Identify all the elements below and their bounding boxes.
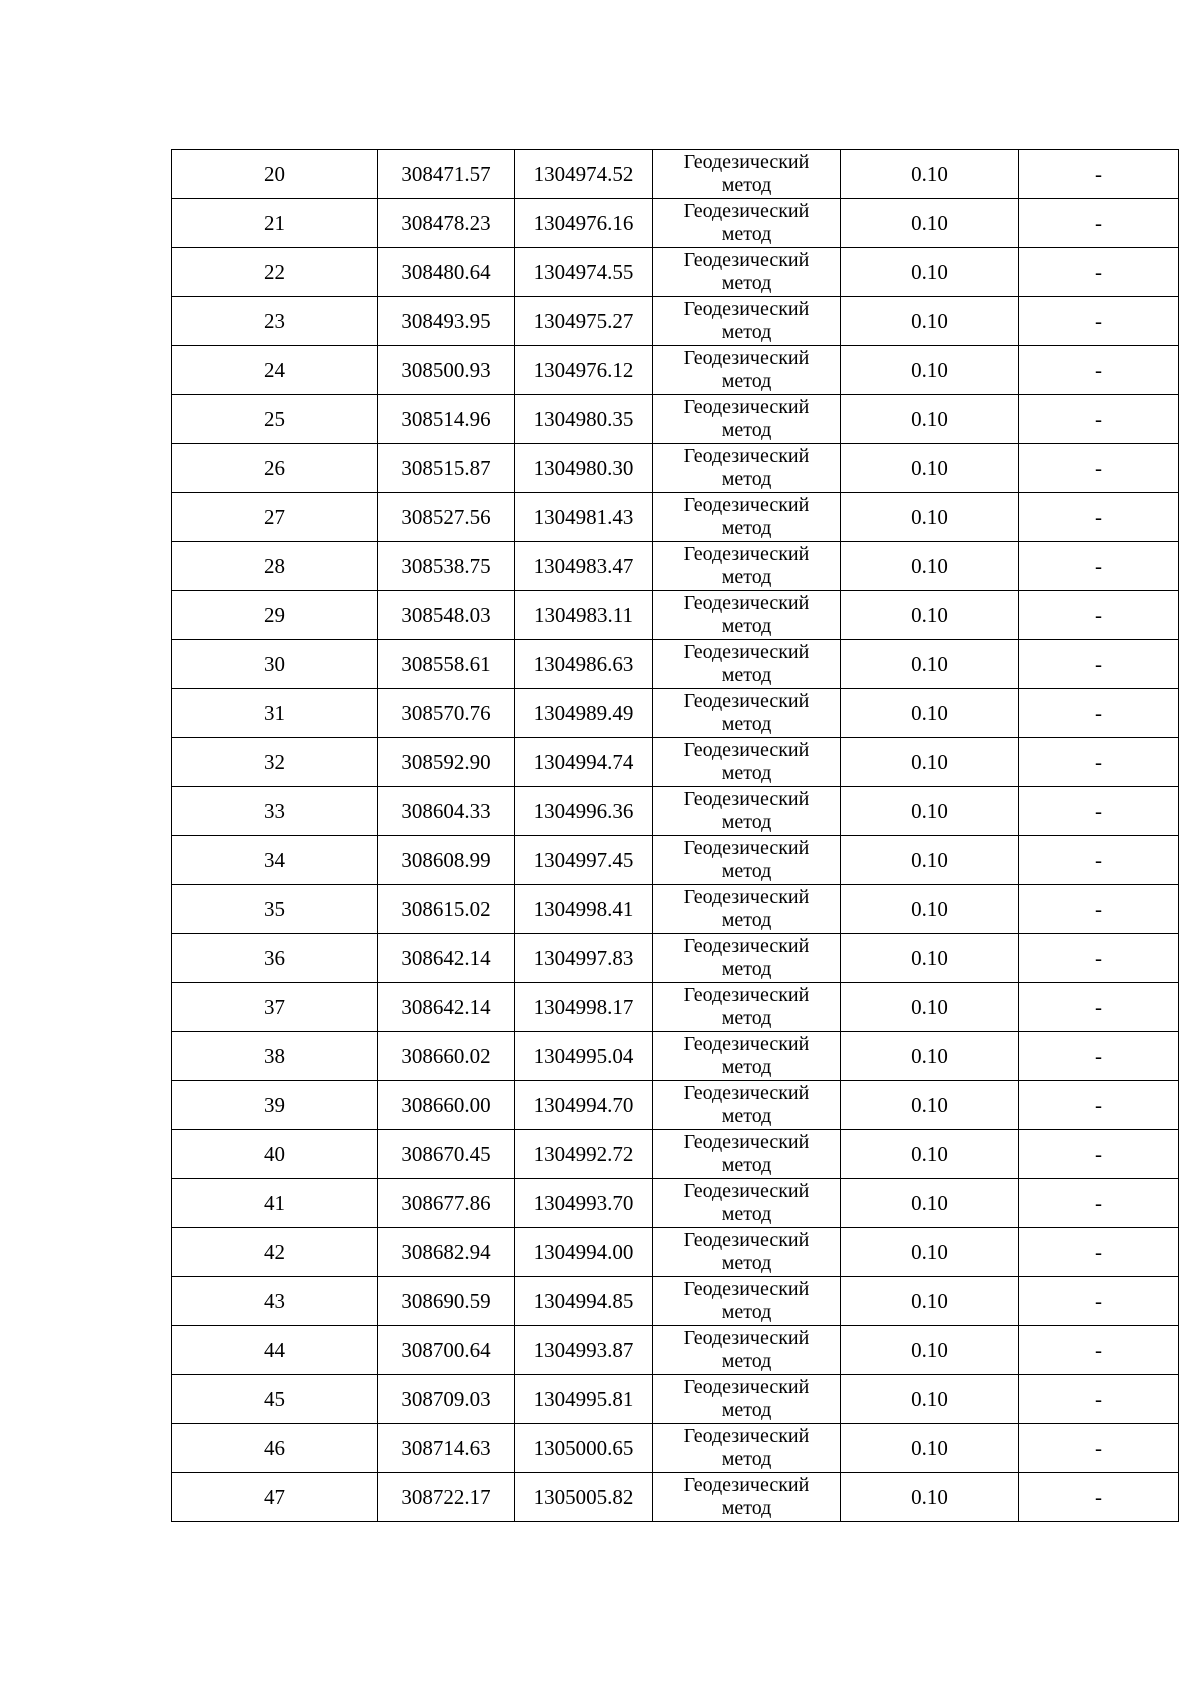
note-cell: -	[1019, 1473, 1179, 1522]
table-row	[172, 1424, 1179, 1473]
accuracy-cell: 0.10	[841, 1375, 1019, 1424]
accuracy-cell: 0.10	[841, 1130, 1019, 1179]
table-row	[172, 689, 1179, 738]
point-number-cell: 21	[172, 199, 378, 248]
accuracy-cell: 0.10	[841, 983, 1019, 1032]
table-body	[172, 150, 1179, 1522]
method-cell	[653, 1375, 841, 1424]
note-cell: -	[1019, 395, 1179, 444]
y-coordinate-cell: 1304993.87	[515, 1326, 653, 1375]
accuracy-cell: 0.10	[841, 689, 1019, 738]
note-cell: -	[1019, 199, 1179, 248]
method-line-1: Геодезический	[683, 1327, 810, 1349]
accuracy-cell: 0.10	[841, 1081, 1019, 1130]
y-coordinate-cell: 1304983.47	[515, 542, 653, 591]
point-number-cell: 39	[172, 1081, 378, 1130]
accuracy-cell: 0.10	[841, 836, 1019, 885]
x-coordinate-cell: 308700.64	[378, 1326, 515, 1375]
table-row	[172, 787, 1179, 836]
method-line-1: Геодезический	[683, 1376, 810, 1398]
y-coordinate-cell: 1304983.11	[515, 591, 653, 640]
point-number-cell: 37	[172, 983, 378, 1032]
y-coordinate-cell: 1304997.83	[515, 934, 653, 983]
method-line-1: Геодезический	[683, 298, 810, 320]
point-number-cell: 20	[172, 150, 378, 199]
note-cell: -	[1019, 836, 1179, 885]
method-line-1: Геодезический	[683, 1278, 810, 1300]
method-cell	[653, 346, 841, 395]
point-number-cell: 27	[172, 493, 378, 542]
method-line-2: метод	[721, 615, 772, 637]
method-cell	[653, 444, 841, 493]
accuracy-cell: 0.10	[841, 444, 1019, 493]
accuracy-cell: 0.10	[841, 395, 1019, 444]
method-line-2: метод	[721, 1448, 772, 1470]
x-coordinate-cell: 308642.14	[378, 983, 515, 1032]
method-line-2: метод	[721, 517, 772, 539]
accuracy-cell: 0.10	[841, 787, 1019, 836]
note-cell: -	[1019, 934, 1179, 983]
method-line-1: Геодезический	[683, 984, 810, 1006]
method-line-2: метод	[721, 664, 772, 686]
y-coordinate-cell: 1304974.55	[515, 248, 653, 297]
y-coordinate-cell: 1304981.43	[515, 493, 653, 542]
method-line-1: Геодезический	[683, 445, 810, 467]
method-line-1: Геодезический	[683, 1229, 810, 1251]
accuracy-cell: 0.10	[841, 199, 1019, 248]
table-row	[172, 1081, 1179, 1130]
point-number-cell: 25	[172, 395, 378, 444]
note-cell: -	[1019, 1081, 1179, 1130]
accuracy-cell: 0.10	[841, 248, 1019, 297]
table-row	[172, 1228, 1179, 1277]
method-line-1: Геодезический	[683, 347, 810, 369]
method-line-1: Геодезический	[683, 1474, 810, 1496]
accuracy-cell: 0.10	[841, 885, 1019, 934]
y-coordinate-cell: 1304995.04	[515, 1032, 653, 1081]
point-number-cell: 28	[172, 542, 378, 591]
accuracy-cell: 0.10	[841, 1032, 1019, 1081]
x-coordinate-cell: 308660.00	[378, 1081, 515, 1130]
table-row	[172, 836, 1179, 885]
point-number-cell: 36	[172, 934, 378, 983]
table-row	[172, 738, 1179, 787]
table-row	[172, 346, 1179, 395]
method-cell	[653, 542, 841, 591]
accuracy-cell: 0.10	[841, 1326, 1019, 1375]
coordinates-table	[171, 149, 1179, 1522]
x-coordinate-cell: 308722.17	[378, 1473, 515, 1522]
method-line-1: Геодезический	[683, 249, 810, 271]
method-line-1: Геодезический	[683, 739, 810, 761]
method-cell	[653, 983, 841, 1032]
y-coordinate-cell: 1304995.81	[515, 1375, 653, 1424]
method-cell	[653, 1179, 841, 1228]
accuracy-cell: 0.10	[841, 640, 1019, 689]
x-coordinate-cell: 308604.33	[378, 787, 515, 836]
method-line-2: метод	[721, 1252, 772, 1274]
method-line-2: метод	[721, 860, 772, 882]
method-line-1: Геодезический	[683, 788, 810, 810]
point-number-cell: 43	[172, 1277, 378, 1326]
note-cell: -	[1019, 1228, 1179, 1277]
y-coordinate-cell: 1304992.72	[515, 1130, 653, 1179]
method-line-1: Геодезический	[683, 1131, 810, 1153]
accuracy-cell: 0.10	[841, 1473, 1019, 1522]
x-coordinate-cell: 308709.03	[378, 1375, 515, 1424]
method-line-1: Геодезический	[683, 935, 810, 957]
method-line-2: метод	[721, 1203, 772, 1225]
point-number-cell: 42	[172, 1228, 378, 1277]
x-coordinate-cell: 308478.23	[378, 199, 515, 248]
point-number-cell: 31	[172, 689, 378, 738]
method-line-1: Геодезический	[683, 1425, 810, 1447]
y-coordinate-cell: 1304994.74	[515, 738, 653, 787]
method-line-1: Геодезический	[683, 200, 810, 222]
note-cell: -	[1019, 248, 1179, 297]
note-cell: -	[1019, 297, 1179, 346]
point-number-cell: 23	[172, 297, 378, 346]
y-coordinate-cell: 1304989.49	[515, 689, 653, 738]
y-coordinate-cell: 1304974.52	[515, 150, 653, 199]
note-cell: -	[1019, 1424, 1179, 1473]
table-row	[172, 1130, 1179, 1179]
note-cell: -	[1019, 689, 1179, 738]
x-coordinate-cell: 308558.61	[378, 640, 515, 689]
x-coordinate-cell: 308608.99	[378, 836, 515, 885]
accuracy-cell: 0.10	[841, 934, 1019, 983]
method-line-2: метод	[721, 1301, 772, 1323]
note-cell: -	[1019, 591, 1179, 640]
table-row	[172, 150, 1179, 199]
table-row	[172, 591, 1179, 640]
y-coordinate-cell: 1304994.00	[515, 1228, 653, 1277]
method-line-1: Геодезический	[683, 396, 810, 418]
method-cell	[653, 1277, 841, 1326]
note-cell: -	[1019, 1375, 1179, 1424]
table-row	[172, 1277, 1179, 1326]
point-number-cell: 32	[172, 738, 378, 787]
x-coordinate-cell: 308690.59	[378, 1277, 515, 1326]
x-coordinate-cell: 308660.02	[378, 1032, 515, 1081]
y-coordinate-cell: 1305000.65	[515, 1424, 653, 1473]
method-line-1: Геодезический	[683, 1033, 810, 1055]
x-coordinate-cell: 308514.96	[378, 395, 515, 444]
note-cell: -	[1019, 542, 1179, 591]
point-number-cell: 40	[172, 1130, 378, 1179]
accuracy-cell: 0.10	[841, 297, 1019, 346]
method-cell	[653, 150, 841, 199]
y-coordinate-cell: 1304994.85	[515, 1277, 653, 1326]
method-cell	[653, 591, 841, 640]
method-cell	[653, 1081, 841, 1130]
note-cell: -	[1019, 738, 1179, 787]
method-line-2: метод	[721, 958, 772, 980]
point-number-cell: 34	[172, 836, 378, 885]
x-coordinate-cell: 308670.45	[378, 1130, 515, 1179]
method-line-1: Геодезический	[683, 494, 810, 516]
method-cell	[653, 395, 841, 444]
method-line-2: метод	[721, 909, 772, 931]
accuracy-cell: 0.10	[841, 1179, 1019, 1228]
y-coordinate-cell: 1304976.12	[515, 346, 653, 395]
table-row	[172, 1473, 1179, 1522]
table-row	[172, 1032, 1179, 1081]
table-row	[172, 640, 1179, 689]
method-line-2: метод	[721, 223, 772, 245]
method-cell	[653, 640, 841, 689]
method-line-2: метод	[721, 174, 772, 196]
y-coordinate-cell: 1304986.63	[515, 640, 653, 689]
x-coordinate-cell: 308471.57	[378, 150, 515, 199]
note-cell: -	[1019, 346, 1179, 395]
y-coordinate-cell: 1305005.82	[515, 1473, 653, 1522]
method-line-2: метод	[721, 1007, 772, 1029]
table-row	[172, 542, 1179, 591]
x-coordinate-cell: 308500.93	[378, 346, 515, 395]
note-cell: -	[1019, 1326, 1179, 1375]
method-line-1: Геодезический	[683, 592, 810, 614]
table-row	[172, 1375, 1179, 1424]
point-number-cell: 26	[172, 444, 378, 493]
y-coordinate-cell: 1304994.70	[515, 1081, 653, 1130]
method-line-2: метод	[721, 566, 772, 588]
method-line-2: метод	[721, 1497, 772, 1519]
accuracy-cell: 0.10	[841, 591, 1019, 640]
method-line-2: метод	[721, 321, 772, 343]
method-line-1: Геодезический	[683, 690, 810, 712]
method-cell	[653, 248, 841, 297]
accuracy-cell: 0.10	[841, 738, 1019, 787]
method-line-2: метод	[721, 713, 772, 735]
method-line-2: метод	[721, 1105, 772, 1127]
note-cell: -	[1019, 983, 1179, 1032]
point-number-cell: 30	[172, 640, 378, 689]
x-coordinate-cell: 308548.03	[378, 591, 515, 640]
method-line-1: Геодезический	[683, 886, 810, 908]
method-cell	[653, 1473, 841, 1522]
method-cell	[653, 1228, 841, 1277]
method-line-1: Геодезический	[683, 1180, 810, 1202]
x-coordinate-cell: 308682.94	[378, 1228, 515, 1277]
method-line-1: Геодезический	[683, 151, 810, 173]
method-cell	[653, 934, 841, 983]
point-number-cell: 44	[172, 1326, 378, 1375]
y-coordinate-cell: 1304997.45	[515, 836, 653, 885]
method-cell	[653, 787, 841, 836]
table-row	[172, 934, 1179, 983]
note-cell: -	[1019, 640, 1179, 689]
table-row	[172, 395, 1179, 444]
x-coordinate-cell: 308677.86	[378, 1179, 515, 1228]
method-cell	[653, 885, 841, 934]
x-coordinate-cell: 308570.76	[378, 689, 515, 738]
point-number-cell: 24	[172, 346, 378, 395]
table-row	[172, 1179, 1179, 1228]
method-line-2: метод	[721, 1399, 772, 1421]
x-coordinate-cell: 308538.75	[378, 542, 515, 591]
note-cell: -	[1019, 787, 1179, 836]
point-number-cell: 35	[172, 885, 378, 934]
table-row	[172, 493, 1179, 542]
note-cell: -	[1019, 493, 1179, 542]
y-coordinate-cell: 1304998.17	[515, 983, 653, 1032]
point-number-cell: 45	[172, 1375, 378, 1424]
table-row	[172, 199, 1179, 248]
method-line-2: метод	[721, 811, 772, 833]
note-cell: -	[1019, 1130, 1179, 1179]
note-cell: -	[1019, 1277, 1179, 1326]
table-row	[172, 1326, 1179, 1375]
method-line-1: Геодезический	[683, 837, 810, 859]
accuracy-cell: 0.10	[841, 493, 1019, 542]
point-number-cell: 29	[172, 591, 378, 640]
method-cell	[653, 1326, 841, 1375]
point-number-cell: 47	[172, 1473, 378, 1522]
note-cell: -	[1019, 1032, 1179, 1081]
method-cell	[653, 738, 841, 787]
method-cell	[653, 836, 841, 885]
method-line-1: Геодезический	[683, 543, 810, 565]
x-coordinate-cell: 308642.14	[378, 934, 515, 983]
method-line-2: метод	[721, 762, 772, 784]
x-coordinate-cell: 308515.87	[378, 444, 515, 493]
y-coordinate-cell: 1304996.36	[515, 787, 653, 836]
method-cell	[653, 493, 841, 542]
accuracy-cell: 0.10	[841, 346, 1019, 395]
y-coordinate-cell: 1304980.35	[515, 395, 653, 444]
note-cell: -	[1019, 444, 1179, 493]
table-row	[172, 248, 1179, 297]
y-coordinate-cell: 1304975.27	[515, 297, 653, 346]
point-number-cell: 41	[172, 1179, 378, 1228]
method-cell	[653, 689, 841, 738]
accuracy-cell: 0.10	[841, 1228, 1019, 1277]
point-number-cell: 22	[172, 248, 378, 297]
method-line-1: Геодезический	[683, 1082, 810, 1104]
method-cell	[653, 297, 841, 346]
note-cell: -	[1019, 1179, 1179, 1228]
y-coordinate-cell: 1304976.16	[515, 199, 653, 248]
x-coordinate-cell: 308493.95	[378, 297, 515, 346]
y-coordinate-cell: 1304998.41	[515, 885, 653, 934]
method-line-1: Геодезический	[683, 641, 810, 663]
x-coordinate-cell: 308527.56	[378, 493, 515, 542]
accuracy-cell: 0.10	[841, 1277, 1019, 1326]
x-coordinate-cell: 308615.02	[378, 885, 515, 934]
table-row	[172, 444, 1179, 493]
method-cell	[653, 199, 841, 248]
table-row	[172, 885, 1179, 934]
table-row	[172, 297, 1179, 346]
point-number-cell: 38	[172, 1032, 378, 1081]
accuracy-cell: 0.10	[841, 1424, 1019, 1473]
table-row	[172, 983, 1179, 1032]
y-coordinate-cell: 1304980.30	[515, 444, 653, 493]
method-cell	[653, 1032, 841, 1081]
method-line-2: метод	[721, 1056, 772, 1078]
note-cell: -	[1019, 150, 1179, 199]
accuracy-cell: 0.10	[841, 150, 1019, 199]
method-line-2: метод	[721, 1154, 772, 1176]
method-cell	[653, 1130, 841, 1179]
x-coordinate-cell: 308592.90	[378, 738, 515, 787]
accuracy-cell: 0.10	[841, 542, 1019, 591]
method-line-2: метод	[721, 468, 772, 490]
y-coordinate-cell: 1304993.70	[515, 1179, 653, 1228]
x-coordinate-cell: 308714.63	[378, 1424, 515, 1473]
point-number-cell: 46	[172, 1424, 378, 1473]
method-cell	[653, 1424, 841, 1473]
note-cell: -	[1019, 885, 1179, 934]
method-line-2: метод	[721, 419, 772, 441]
method-line-2: метод	[721, 1350, 772, 1372]
point-number-cell: 33	[172, 787, 378, 836]
method-line-2: метод	[721, 272, 772, 294]
x-coordinate-cell: 308480.64	[378, 248, 515, 297]
method-line-2: метод	[721, 370, 772, 392]
